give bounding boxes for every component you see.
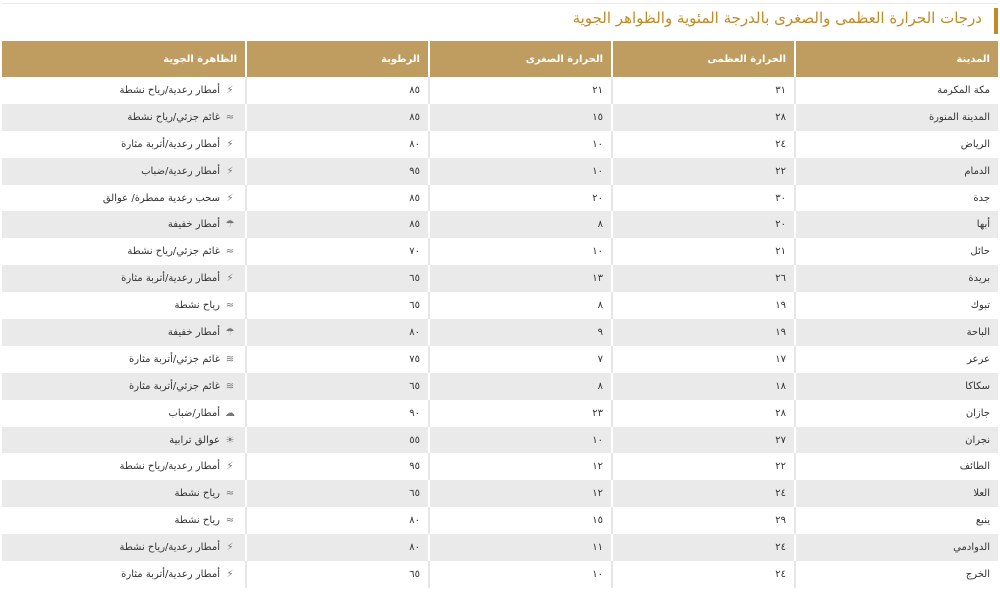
table-row [2, 158, 998, 185]
cell-max-temp: ٢٩ [612, 507, 795, 534]
cell-max-temp: ٢٢ [612, 453, 795, 480]
weather-text: رياح نشطة [174, 300, 220, 312]
cell-min-temp: ١٠ [429, 131, 612, 158]
cell-min-temp: ٢٣ [429, 400, 612, 427]
weather-text: غائم جزئي/رياح نشطة [127, 246, 220, 258]
cell-max-temp: ١٩ [612, 319, 795, 346]
cell-min-temp: ٢١ [429, 77, 612, 104]
column-header-min-temp: الحرارة الصغرى [429, 41, 612, 77]
cell-min-temp: ٨ [429, 373, 612, 400]
cell-city: الرياض [795, 131, 998, 158]
cell-humidity: ٦٥ [246, 265, 429, 292]
table-row [2, 561, 998, 588]
cell-max-temp: ٢٤ [612, 561, 795, 588]
cell-city: الطائف [795, 453, 998, 480]
weather-text: غائم جزئي/أتربة مثارة [129, 380, 220, 392]
cell-min-temp: ١٥ [429, 104, 612, 131]
title-accent-bar [994, 8, 998, 34]
light-rain-icon: ☂ [225, 326, 235, 338]
cell-max-temp: ١٩ [612, 292, 795, 319]
light-rain-icon: ☂ [225, 219, 235, 231]
thunder-wind-icon: ⚡ [226, 138, 234, 150]
weather-text: أمطار/ضباب [168, 407, 220, 419]
cell-city: الدمام [795, 158, 998, 185]
wind-icon: ≈ [225, 488, 235, 500]
column-header-city: المدينة [795, 41, 998, 77]
wind-icon: ≈ [225, 300, 235, 312]
cell-min-temp: ١٢ [429, 480, 612, 507]
cell-weather [2, 238, 246, 265]
weather-text: سحب رعدية ممطرة/ عوالق [102, 192, 220, 204]
cell-weather [2, 158, 246, 185]
cell-weather [2, 534, 246, 561]
thunder-wind-icon: ⚡ [226, 192, 234, 204]
cell-city: أبها [795, 211, 998, 238]
cell-weather [2, 292, 246, 319]
weather-text: رياح نشطة [174, 515, 220, 527]
cell-max-temp: ٣١ [612, 77, 795, 104]
thunder-wind-icon: ⚡ [226, 84, 234, 96]
cell-min-temp: ١١ [429, 534, 612, 561]
table-body [2, 77, 998, 588]
cell-max-temp: ١٧ [612, 346, 795, 373]
wind-icon: ≈ [225, 515, 235, 527]
cell-max-temp: ٣٠ [612, 185, 795, 212]
column-header-humidity: الرطوبة [246, 41, 429, 77]
cell-weather [2, 453, 246, 480]
table-row [2, 238, 998, 265]
cell-min-temp: ١٥ [429, 507, 612, 534]
cell-max-temp: ٢٧ [612, 427, 795, 454]
table-row [2, 373, 998, 400]
thunder-wind-icon: ⚡ [226, 273, 234, 285]
cell-weather [2, 427, 246, 454]
cell-min-temp: ٩ [429, 319, 612, 346]
weather-text: أمطار رعدية/أتربة مثارة [121, 138, 220, 150]
dust-icon: ≋ [225, 353, 235, 365]
cell-max-temp: ١٨ [612, 373, 795, 400]
cell-city: نجران [795, 427, 998, 454]
cell-weather [2, 561, 246, 588]
table-row [2, 507, 998, 534]
weather-text: أمطار رعدية/رياح نشطة [119, 542, 220, 554]
table-row [2, 480, 998, 507]
weather-text: غائم جزئي/أتربة مثارة [129, 353, 220, 365]
cell-weather [2, 346, 246, 373]
cell-city: جازان [795, 400, 998, 427]
cell-weather [2, 185, 246, 212]
cell-min-temp: ٢٠ [429, 185, 612, 212]
rain-cloud-icon: ☁ [225, 407, 235, 419]
wind-icon: ≈ [225, 111, 235, 123]
cell-humidity: ٨٥ [246, 185, 429, 212]
cell-humidity: ٨٥ [246, 77, 429, 104]
table-row [2, 185, 998, 212]
cell-humidity: ٨٠ [246, 507, 429, 534]
cell-humidity: ٨٥ [246, 211, 429, 238]
cell-min-temp: ١٠ [429, 427, 612, 454]
cell-max-temp: ٢٠ [612, 211, 795, 238]
cell-max-temp: ٢١ [612, 238, 795, 265]
table-row [2, 319, 998, 346]
cell-weather [2, 211, 246, 238]
table-row [2, 104, 998, 131]
cell-max-temp: ٢٤ [612, 534, 795, 561]
cell-min-temp: ١٠ [429, 158, 612, 185]
cell-city: الباحة [795, 319, 998, 346]
weather-text: أمطار رعدية/ضباب [141, 165, 220, 177]
page-title: درجات الحرارة العظمى والصغرى بالدرجة المئوية والظواهر الجوية [572, 9, 982, 27]
cell-humidity: ٦٥ [246, 480, 429, 507]
cell-max-temp: ٢٨ [612, 400, 795, 427]
column-header-weather: الظاهرة الجوية [2, 41, 246, 77]
cell-min-temp: ٧ [429, 346, 612, 373]
cell-city: الدوادمي [795, 534, 998, 561]
cell-humidity: ٩٥ [246, 453, 429, 480]
cell-city: بريدة [795, 265, 998, 292]
cell-weather [2, 373, 246, 400]
thunder-wind-icon: ⚡ [226, 542, 234, 554]
cell-humidity: ٨٥ [246, 104, 429, 131]
weather-text: أمطار رعدية/رياح نشطة [119, 84, 220, 96]
weather-text: عوالق ترابية [169, 434, 220, 446]
cell-weather [2, 507, 246, 534]
weather-text: أمطار رعدية/رياح نشطة [119, 461, 220, 473]
cell-humidity: ٨٠ [246, 319, 429, 346]
weather-text: غائم جزئي/رياح نشطة [127, 111, 220, 123]
cell-weather [2, 480, 246, 507]
cell-min-temp: ١٣ [429, 265, 612, 292]
cell-max-temp: ٢٤ [612, 131, 795, 158]
cell-min-temp: ١٢ [429, 453, 612, 480]
cell-min-temp: ٨ [429, 211, 612, 238]
cell-city: سكاكا [795, 373, 998, 400]
table-row [2, 400, 998, 427]
cell-min-temp: ٨ [429, 292, 612, 319]
cell-humidity: ٩٥ [246, 158, 429, 185]
cell-city: ينبع [795, 507, 998, 534]
cell-city: العلا [795, 480, 998, 507]
cell-weather [2, 265, 246, 292]
table-row [2, 131, 998, 158]
cell-city: عرعر [795, 346, 998, 373]
weather-text: أمطار خفيفة [167, 219, 220, 231]
weather-text: رياح نشطة [174, 488, 220, 500]
cell-min-temp: ١٠ [429, 238, 612, 265]
cell-max-temp: ٢٤ [612, 480, 795, 507]
cell-max-temp: ٢٨ [612, 104, 795, 131]
cell-weather [2, 77, 246, 104]
weather-text: أمطار رعدية/أتربة مثارة [121, 568, 220, 580]
thunder-wind-icon: ⚡ [226, 165, 234, 177]
cell-max-temp: ٢٦ [612, 265, 795, 292]
weather-text: أمطار خفيفة [167, 326, 220, 338]
cell-city: حائل [795, 238, 998, 265]
title-bar [2, 3, 998, 35]
table-row [2, 427, 998, 454]
weather-table [2, 41, 998, 588]
table-row [2, 77, 998, 104]
cell-min-temp: ١٠ [429, 561, 612, 588]
cell-weather [2, 104, 246, 131]
cell-humidity: ٨٠ [246, 534, 429, 561]
dust-icon: ≋ [225, 380, 235, 392]
sun-haze-icon: ☀ [225, 434, 235, 446]
cell-city: الخرج [795, 561, 998, 588]
wind-icon: ≈ [225, 246, 235, 258]
table-row [2, 453, 998, 480]
thunder-wind-icon: ⚡ [226, 568, 234, 580]
cell-max-temp: ٢٢ [612, 158, 795, 185]
cell-humidity: ٩٠ [246, 400, 429, 427]
cell-humidity: ٦٥ [246, 292, 429, 319]
cell-humidity: ٧٠ [246, 238, 429, 265]
cell-humidity: ٦٥ [246, 561, 429, 588]
weather-text: أمطار رعدية/أتربة مثارة [121, 273, 220, 285]
cell-humidity: ٦٥ [246, 373, 429, 400]
cell-humidity: ٧٥ [246, 346, 429, 373]
table-row [2, 534, 998, 561]
cell-humidity: ٥٥ [246, 427, 429, 454]
cell-weather [2, 400, 246, 427]
cell-weather [2, 131, 246, 158]
table-row [2, 346, 998, 373]
table-header-row [2, 41, 998, 77]
column-header-max-temp: الحرارة العظمى [612, 41, 795, 77]
cell-city: المدينة المنورة [795, 104, 998, 131]
table-row [2, 292, 998, 319]
table-row [2, 265, 998, 292]
cell-city: تبوك [795, 292, 998, 319]
cell-city: جدة [795, 185, 998, 212]
thunder-wind-icon: ⚡ [226, 461, 234, 473]
cell-humidity: ٨٠ [246, 131, 429, 158]
table-row [2, 211, 998, 238]
cell-city: مكة المكرمة [795, 77, 998, 104]
cell-weather [2, 319, 246, 346]
